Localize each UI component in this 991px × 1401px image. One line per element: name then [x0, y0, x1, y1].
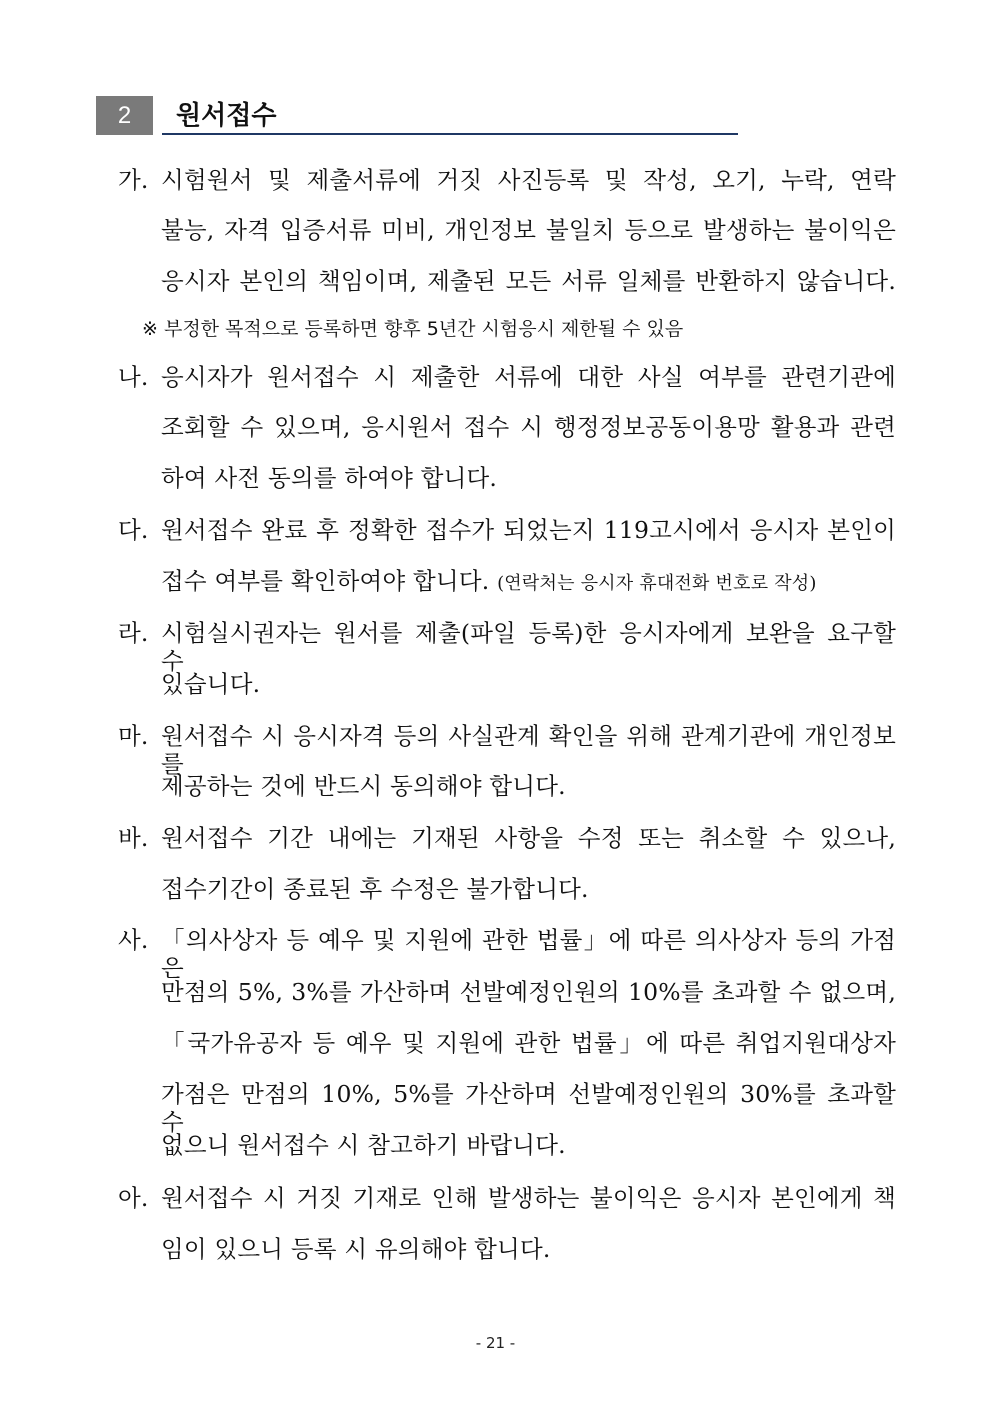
item-marker: 바. — [118, 824, 149, 852]
item-line: 제공하는 것에 반드시 동의해야 합니다. — [161, 772, 566, 800]
item-marker: 마. — [118, 722, 149, 750]
item-line: 가점은 만점의 10%, 5%를 가산하며 선발예정인원의 30%를 초과할 수 — [161, 1080, 896, 1136]
reference-note: ※ 부정한 목적으로 등록하면 향후 5년간 시험응시 제한될 수 있음 — [142, 318, 684, 340]
item-line: 시험원서 및 제출서류에 거짓 사진등록 및 작성, 오기, 누락, 연락 — [161, 166, 896, 194]
item-line: 원서접수 완료 후 정확한 접수가 되었는지 119고시에서 응시자 본인이 — [161, 516, 896, 544]
item-line: 없으니 원서접수 시 참고하기 바랍니다. — [161, 1131, 566, 1159]
item-line: 조회할 수 있으며, 응시원서 접수 시 행정정보공동이용망 활용과 관련 — [161, 413, 896, 441]
item-line: 접수기간이 종료된 후 수정은 불가합니다. — [161, 875, 589, 903]
item-line: 만점의 5%, 3%를 가산하며 선발예정인원의 10%를 초과할 수 없으며, — [161, 978, 896, 1006]
item-line: 「의사상자 등 예우 및 지원에 관한 법률」에 따른 의사상자 등의 가점은 — [161, 926, 896, 982]
item-marker: 사. — [118, 926, 149, 954]
section-underline — [162, 133, 738, 135]
item-line: 시험실시권자는 원서를 제출(파일 등록)한 응시자에게 보완을 요구할 수 — [161, 619, 896, 675]
item-line: 응시자 본인의 책임이며, 제출된 모든 서류 일체를 반환하지 않습니다. — [161, 267, 896, 295]
item-line: 원서접수 시 거짓 기재로 인해 발생하는 불이익은 응시자 본인에게 책 — [161, 1184, 896, 1212]
page-number: - 21 - — [475, 1334, 516, 1352]
item-line: 임이 있으니 등록 시 유의해야 합니다. — [161, 1235, 551, 1263]
item-line: 「국가유공자 등 예우 및 지원에 관한 법률」에 따른 취업지원대상자 — [161, 1029, 896, 1057]
item-line: 원서접수 시 응시자격 등의 사실관계 확인을 위해 관계기관에 개인정보를 — [161, 722, 896, 778]
item-line: 응시자가 원서접수 시 제출한 서류에 대한 사실 여부를 관련기관에 — [161, 363, 896, 391]
item-line: 원서접수 기간 내에는 기재된 사항을 수정 또는 취소할 수 있으나, — [161, 824, 896, 852]
section-title: 원서접수 — [176, 101, 277, 131]
item-marker: 가. — [118, 166, 149, 194]
item-line: 불능, 자격 입증서류 미비, 개인정보 불일치 등으로 발생하는 불이익은 — [161, 216, 896, 244]
contact-note: (연락처는 응시자 휴대전화 번호로 작성) — [497, 573, 817, 594]
item-line: 접수 여부를 확인하여야 합니다. — [161, 567, 490, 595]
item-line: 하여 사전 동의를 하여야 합니다. — [161, 464, 498, 492]
item-marker: 아. — [118, 1184, 149, 1212]
item-marker: 라. — [118, 619, 149, 647]
item-marker: 나. — [118, 363, 149, 391]
item-line: 있습니다. — [161, 670, 261, 698]
section-number: 2 — [96, 96, 153, 135]
item-marker: 다. — [118, 516, 149, 544]
item-line-with-note — [161, 567, 817, 598]
